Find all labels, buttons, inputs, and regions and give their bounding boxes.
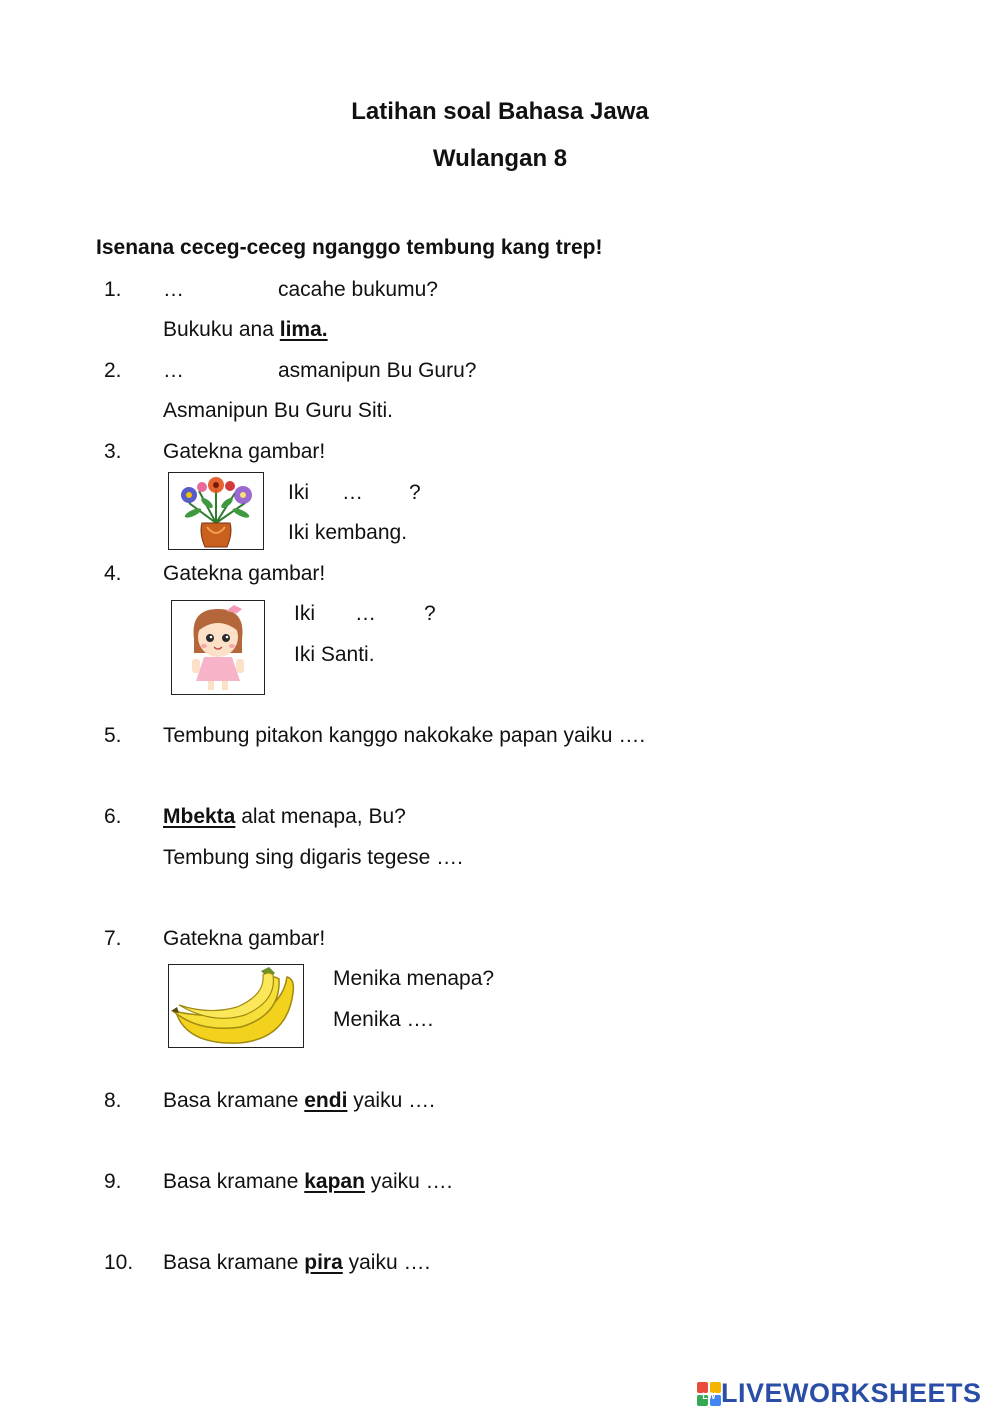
question-number: 8. — [104, 1089, 122, 1112]
question-number: 2. — [104, 359, 122, 382]
question-text: Tembung pitakon kanggo nakokake papan yaiku …. — [163, 724, 646, 747]
flower-vase-image — [168, 472, 264, 550]
question-text: asmanipun Bu Guru? — [278, 359, 477, 382]
question-number: 10. — [104, 1251, 134, 1274]
underlined-word: lima. — [279, 318, 328, 341]
question-text: Tembung sing digaris tegese …. — [163, 846, 463, 869]
question-text: Basa kramane kapan yaiku …. — [163, 1170, 453, 1193]
question-prompt: Gatekna gambar! — [163, 927, 326, 950]
question-text: Basa kramane endi yaiku …. — [163, 1089, 435, 1112]
instruction: Isenana ceceg-ceceg nganggo tembung kang trep! — [96, 236, 603, 259]
svg-text:LW: LW — [702, 1390, 716, 1401]
fill-question: Iki … ? — [288, 481, 421, 504]
question-number: 6. — [104, 805, 122, 828]
underlined-word: endi — [304, 1089, 348, 1112]
question-number: 1. — [104, 278, 122, 301]
question-text: Basa kramane pira yaiku …. — [163, 1251, 431, 1274]
answer-line: Asmanipun Bu Guru Siti. — [163, 399, 393, 422]
answer-line: Bukuku ana lima. — [163, 318, 328, 341]
liveworksheets-logo-icon — [697, 1382, 721, 1406]
question-text: cacahe bukumu? — [278, 278, 438, 301]
question-number: 5. — [104, 724, 122, 747]
question-prompt: Gatekna gambar! — [163, 562, 326, 585]
question-text: Menika menapa? — [333, 967, 495, 990]
girl-image — [171, 600, 265, 695]
logo-text: LIVEWORKSHEETS — [721, 1378, 982, 1408]
fill-question: Iki … ? — [294, 602, 436, 625]
blank-ellipsis: … — [163, 278, 184, 301]
liveworksheets-logo[interactable] — [697, 1378, 982, 1409]
answer-line: Iki kembang. — [288, 521, 408, 544]
answer-line: Iki Santi. — [294, 643, 375, 666]
blank-ellipsis: … — [163, 359, 184, 382]
question-text: Mbekta alat menapa, Bu? — [163, 805, 406, 828]
worksheet-title: Latihan soal Bahasa Jawa — [351, 98, 649, 125]
question-prompt: Gatekna gambar! — [163, 440, 326, 463]
question-number: 3. — [104, 440, 122, 463]
answer-line: Menika …. — [333, 1008, 434, 1031]
underlined-word: Mbekta — [163, 805, 236, 828]
worksheet-subtitle: Wulangan 8 — [432, 145, 568, 172]
underlined-word: kapan — [304, 1170, 365, 1193]
question-number: 9. — [104, 1170, 122, 1193]
banana-image — [168, 964, 304, 1048]
underlined-word: pira — [304, 1251, 343, 1274]
question-number: 4. — [104, 562, 122, 585]
question-number: 7. — [104, 927, 122, 950]
